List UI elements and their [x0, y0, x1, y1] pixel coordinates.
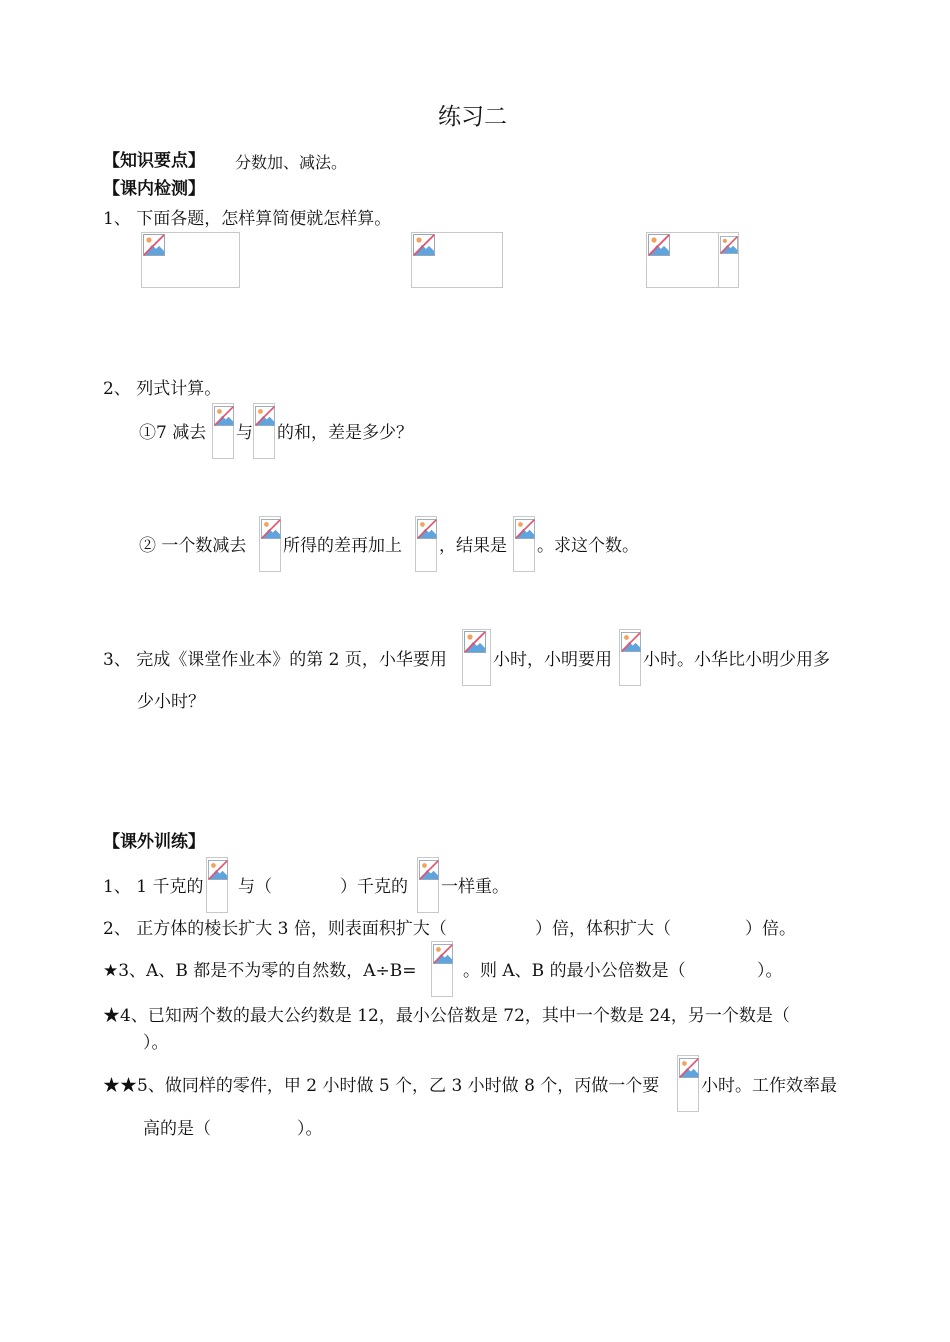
q1-expression-image-3	[646, 232, 719, 288]
e1-fraction-1	[206, 857, 228, 913]
extra-heading: 【课外训练】	[103, 832, 205, 852]
q2-sub1-part-c: 的和，差是多少？	[277, 423, 413, 443]
broken-image-icon	[679, 1057, 699, 1079]
q1-expression-image-1	[141, 232, 240, 288]
e1-fraction-2	[417, 857, 439, 913]
e5-part-a: ★★5、做同样的零件，甲 2 小时做 5 个，乙 3 小时做 8 个，丙做一个要	[103, 1076, 660, 1096]
broken-image-icon	[621, 631, 641, 653]
broken-image-icon	[208, 859, 228, 881]
q2-sub1-part-b: 与	[236, 423, 253, 443]
e2-part-c: ）倍。	[745, 919, 796, 939]
e3-part-b: 。则 A、B 的最小公倍数是（	[463, 961, 686, 981]
q3-part-b: 小时，小明要用	[493, 650, 612, 670]
broken-image-icon	[419, 859, 439, 881]
q1-expression-image-4	[718, 232, 739, 288]
e4-part-a: ★4、已知两个数的最大公约数是 12，最小公倍数是 72，其中一个数是 24，另一个数是（	[103, 1006, 790, 1026]
e2-part-a: 2、 正方体的棱长扩大 3 倍，则表面积扩大（	[103, 919, 447, 939]
broken-image-icon	[417, 518, 437, 540]
q2-sub2-fraction-2	[415, 516, 437, 572]
broken-image-icon	[515, 518, 535, 540]
broken-image-icon	[214, 405, 234, 427]
broken-image-icon	[255, 405, 275, 427]
q2-sub2-part-b: 所得的差再加上	[283, 536, 402, 556]
e5-part-c: 高的是（	[143, 1119, 211, 1139]
broken-image-icon	[261, 518, 281, 540]
q2-sub2-fraction-1	[259, 516, 281, 572]
knowledge-text: 分数加、减法。	[235, 153, 348, 172]
q2-sub1-part-a: ①7 减去	[139, 423, 207, 443]
e5-part-d: ）。	[297, 1119, 323, 1139]
q3-fraction-2	[619, 629, 641, 686]
q2-text: 2、 列式计算。	[103, 379, 222, 399]
broken-image-icon	[720, 234, 738, 256]
q2-sub2-part-a: ② 一个数减去	[139, 536, 247, 556]
knowledge-heading: 【知识要点】	[103, 151, 205, 171]
q3-part-c: 小时。小华比小明少用多	[643, 650, 830, 670]
broken-image-icon	[464, 631, 486, 653]
q2-sub1-fraction-2	[253, 403, 275, 459]
e1-part-d: 一样重。	[441, 877, 509, 897]
q2-sub2-part-d: 。求这个数。	[537, 536, 639, 556]
broken-image-icon	[433, 943, 453, 965]
broken-image-icon	[413, 234, 435, 256]
q1-expression-image-2	[411, 232, 503, 288]
q3-fraction-1	[462, 629, 491, 686]
e4-part-b: ）。	[143, 1033, 169, 1053]
e5-fraction	[677, 1055, 699, 1112]
e3-part-c: ）。	[757, 961, 783, 981]
q2-sub1-fraction-1	[212, 403, 234, 459]
page-title: 练习二	[438, 104, 507, 130]
e2-part-b: ）倍，体积扩大（	[535, 919, 671, 939]
q3-part-d: 少小时？	[137, 692, 205, 712]
e1-part-b: 与（	[238, 877, 272, 897]
e1-part-a: 1、 1 千克的	[103, 877, 204, 897]
q2-sub2-part-c: ，结果是	[439, 536, 507, 556]
q2-sub2-fraction-3	[513, 516, 535, 572]
broken-image-icon	[143, 234, 165, 256]
e5-part-b: 小时。工作效率最	[701, 1076, 837, 1096]
q1-text: 1、 下面各题，怎样算简便就怎样算。	[103, 209, 392, 229]
broken-image-icon	[648, 234, 670, 256]
q3-part-a: 3、 完成《课堂作业本》的第 2 页，小华要用	[103, 650, 447, 670]
e1-part-c: ）千克的	[340, 877, 408, 897]
class-test-heading: 【课内检测】	[103, 179, 205, 199]
e3-fraction	[431, 941, 453, 997]
e3-part-a: ★3、A、B 都是不为零的自然数，A÷B=	[103, 961, 417, 981]
